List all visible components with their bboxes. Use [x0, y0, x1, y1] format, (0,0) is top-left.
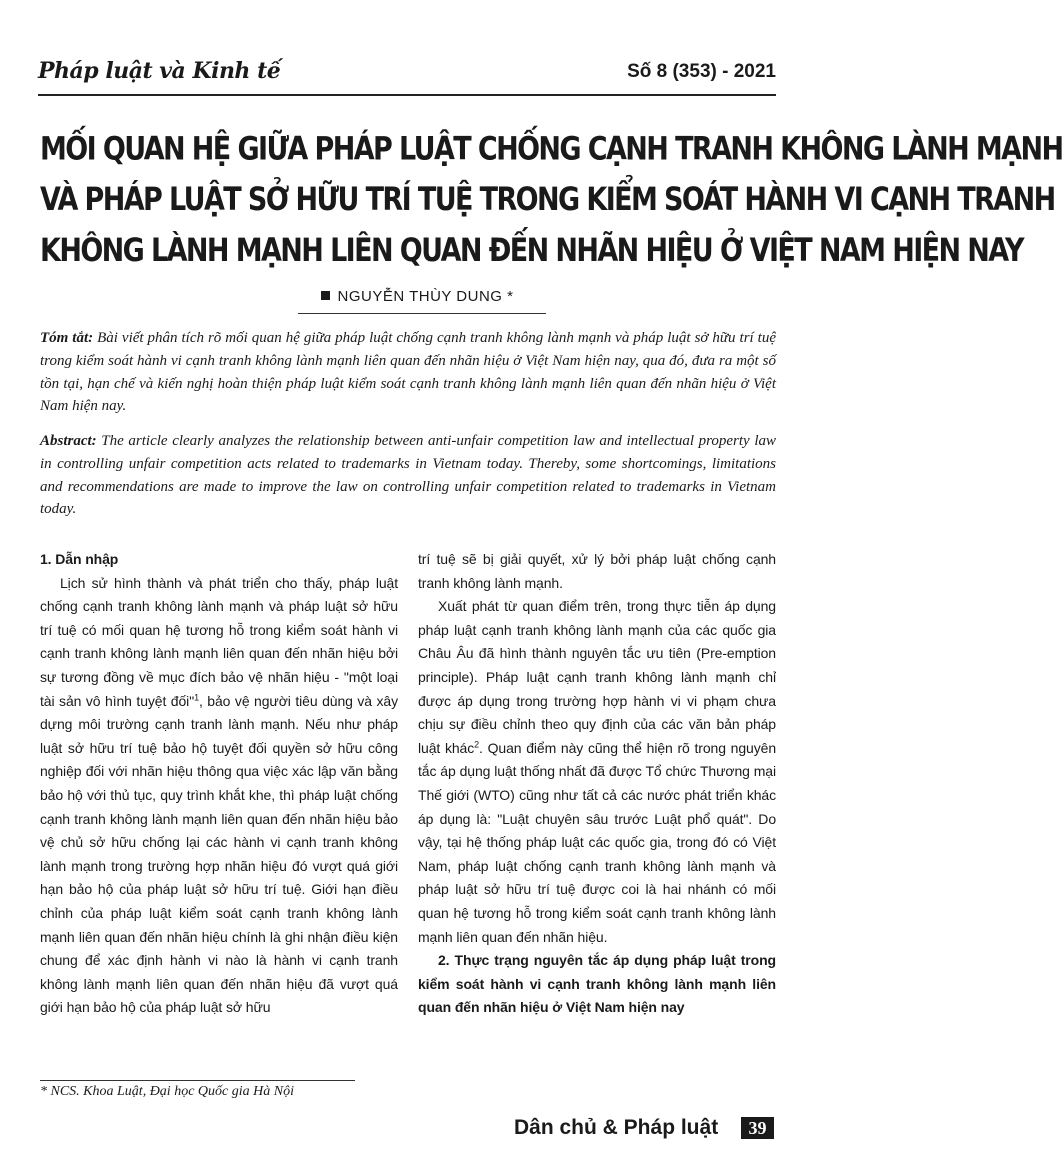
author-name: NGUYỄN THÙY DUNG *	[337, 288, 514, 305]
title-line-3: KHÔNG LÀNH MẠNH LIÊN QUAN ĐẾN NHÃN HIỆU Ở VIỆT NAM HIỆN NAY	[40, 232, 1023, 270]
section-1-heading: 1. Dẫn nhập	[40, 551, 119, 567]
author-footnote: * NCS. Khoa Luật, Đại học Quốc gia Hà Nội	[40, 1084, 294, 1099]
abstract-vietnamese	[40, 327, 776, 418]
title-line-1: MỐI QUAN HỆ GIỮA PHÁP LUẬT CHỐNG CẠNH TRANH KHÔNG LÀNH MẠNH	[40, 131, 1062, 168]
page-number: 39	[741, 1117, 774, 1139]
article-title	[40, 124, 1062, 276]
paragraph-text: , bảo vệ người tiêu dùng và xây dựng môi trường cạnh tranh lành mạnh. Nếu như pháp luật sở hữu trí tuệ bảo hộ tuyệt đối quyền sở hữu công nghiệp đối với nhãn hiệu thông qua việc xác lập văn bằng bảo hộ với thủ tục, quy trình khắt khe, thì pháp luật chống cạnh tranh không lành mạnh liên quan đến nhãn hiệu bảo vệ chủ sở hữu chống lại các hành vi cạnh tranh không lành mạnh trong trường hợp nhãn hiệu đó vượt quá giới hạn bảo hộ của pháp luật sở hữu trí tuệ. Giới hạn điều chỉnh của pháp luật kiểm soát cạnh tranh không lành mạnh liên quan đến nhãn hiệu chính là ghi nhận điều kiện chung để xác định hành vi nào là hành vi cạnh tranh không lành mạnh liên quan đến nhãn hiệu đã vượt quá giới hạn bảo hộ của pháp luật sở hữu	[40, 692, 398, 1016]
paragraph-text: Xuất phát từ quan điểm trên, trong thực tiễn áp dụng pháp luật cạnh tranh không lành mạnh của các quốc gia Châu Âu đã hình thành nguyên tắc ưu tiên (Pre-emption principle). Pháp luật cạnh tranh không lành mạnh chỉ được áp dụng trong trường hợp hành vi vi phạm chưa chịu sự điều chỉnh theo quy định của các văn bản pháp luật khác	[418, 598, 776, 756]
abstract-vi-text: Bài viết phân tích rõ mối quan hệ giữa pháp luật chống cạnh tranh không lành mạnh và pháp luật sở hữu trí tuệ trong kiểm soát hành vi cạnh tranh không lành mạnh liên quan đến nhãn hiệu ở Việt Nam hiện nay, qua đó, đưa ra một số tồn tại, hạn chế và kiến nghị hoàn thiện pháp luật kiểm soát cạnh tranh không lành mạnh liên quan đến nhãn hiệu ở Việt Nam hiện nay.	[40, 330, 776, 415]
abstract-en-text: The article clearly analyzes the relationship between anti-unfair competition law and intellectual property law in controlling unfair competition acts related to trademarks in Vietnam today. Thereby, some shortcomings, limitations and recommendations are made to improve the law on controlling unfair competition related to trademarks in Vietnam today.	[40, 433, 776, 518]
running-header	[38, 58, 776, 88]
author-line	[0, 288, 834, 305]
header-divider	[38, 94, 776, 96]
issue-number: Số 8 (353) - 2021	[627, 61, 776, 82]
footnote-ref-1[interactable]: 1	[194, 691, 199, 702]
abstract-en-label: Abstract:	[40, 433, 97, 449]
paragraph: trí tuệ sẽ bị giải quyết, xử lý bởi pháp luật chống cạnh tranh không lành mạnh.	[418, 551, 776, 591]
footer-brand: Dân chủ & Pháp luật	[514, 1116, 719, 1139]
paragraph-text: . Quan điểm này cũng thể hiện rõ trong nguyên tắc áp dụng luật thống nhất đã được Tổ chức Thương mại Thế giới (WTO) cũng như tất cả các nước phát triển khác áp dụng là: "Luật chuyên sâu trước Luật phổ quát". Do vậy, tại hệ thống pháp luật các quốc gia, trong đó có Việt Nam, pháp luật chống cạnh tranh không lành mạnh và pháp luật sở hữu trí tuệ được coi là hai nhánh có mối quan hệ tương hỗ trong kiểm soát cạnh tranh không lành mạnh liên quan đến nhãn hiệu.	[418, 739, 777, 945]
journal-name: Pháp luật và Kinh tế	[38, 58, 281, 84]
body-column-right	[418, 548, 776, 1020]
footnote-divider	[40, 1080, 355, 1081]
paragraph-text: Lịch sử hình thành và phát triển cho thấy, pháp luật chống cạnh tranh không lành mạnh và pháp luật sở hữu trí tuệ có mối quan hệ tương hỗ trong kiểm soát hành vi cạnh tranh không lành mạnh liên quan đến nhãn hiệu bởi sự tương đồng về mục đích bảo vệ nhãn hiệu - "một loại tài sản vô hình tuyệt đối"	[40, 574, 398, 709]
author-divider	[298, 313, 546, 314]
paragraph	[418, 595, 776, 949]
footnote-ref-2[interactable]: 2	[474, 739, 480, 750]
square-bullet-icon	[321, 291, 330, 300]
paragraph	[40, 572, 398, 1020]
body-column-left	[40, 548, 398, 1020]
title-line-2: VÀ PHÁP LUẬT SỞ HỮU TRÍ TUỆ TRONG KIỂM SOÁT HÀNH VI CẠNH TRANH	[40, 181, 1055, 219]
abstract-english	[40, 430, 776, 521]
section-2-heading: 2. Thực trạng nguyên tắc áp dụng pháp luật trong kiểm soát hành vi cạnh tranh không lành mạnh liên quan đến nhãn hiệu ở Việt Nam hiện nay	[418, 952, 776, 1016]
abstract-vi-label: Tóm tắt:	[40, 330, 94, 346]
